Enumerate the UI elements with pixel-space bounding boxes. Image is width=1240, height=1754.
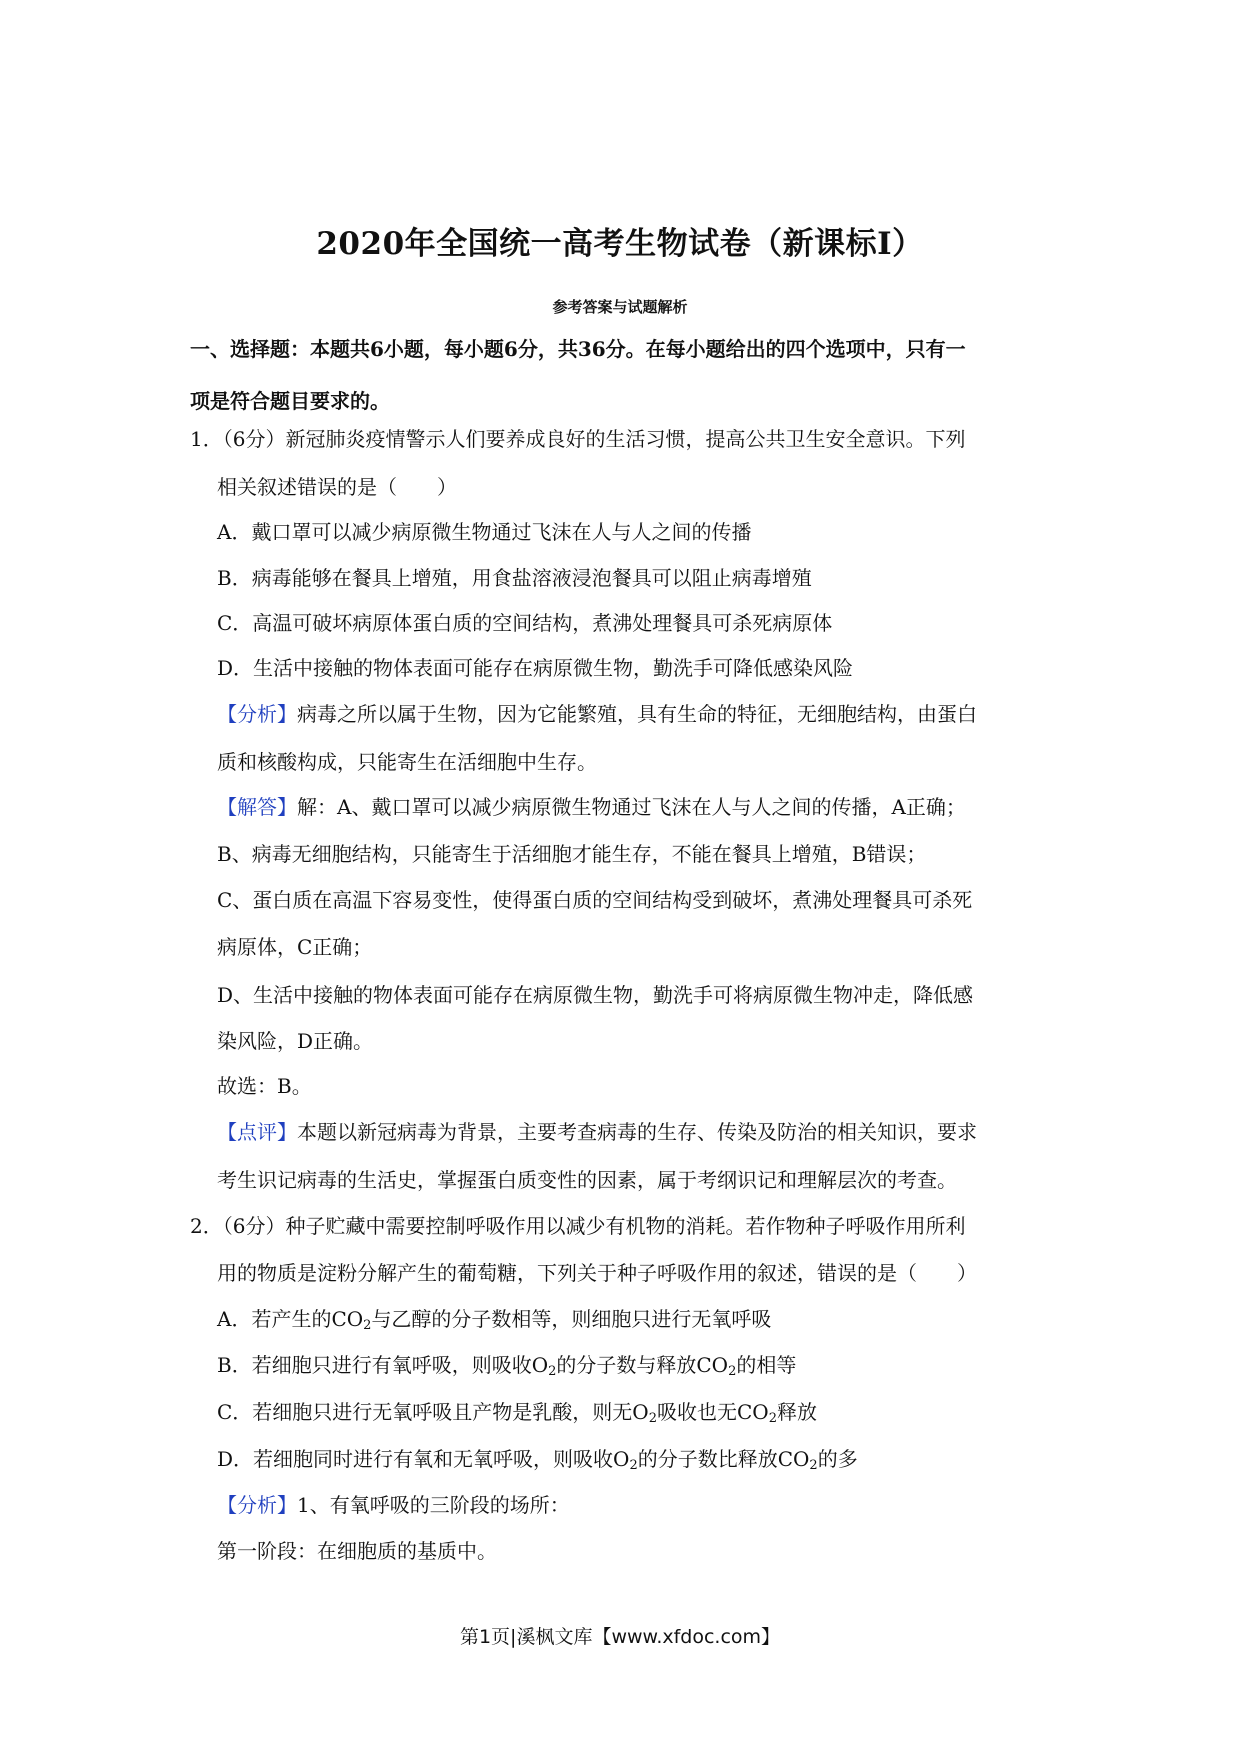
subscript: 2 [728, 1364, 737, 1379]
section-heading-line-2: 项是符合题目要求的。 [190, 389, 390, 413]
analysis-tag: 【分析】 [217, 1493, 297, 1517]
answer-text: 解：A、戴口罩可以减少病原微生物通过飞沫在人与人之间的传播，A正确； [297, 795, 966, 819]
q1-comment-line-2: 考生识记病毒的生活史，掌握蛋白质变性的因素，属于考纲识记和理解层次的考查。 [217, 1168, 957, 1192]
q1-answer-line-4: 病原体，C正确； [217, 935, 373, 959]
q1-analysis-line-1 [217, 699, 977, 729]
q1-answer-line-2: B、病毒无细胞结构，只能寄生于活细胞才能生存，不能在餐具上增殖，B错误； [217, 842, 927, 866]
q2-option-c [217, 1397, 817, 1427]
q1-answer-line-3: C、蛋白质在高温下容易变性，使得蛋白质的空间结构受到破坏，煮沸处理餐具可杀死 [217, 888, 973, 912]
q2-option-d-part-1: D．若细胞同时进行有氧和无氧呼吸，则吸收O [217, 1447, 630, 1471]
q1-comment-line-1 [217, 1117, 977, 1147]
page-title: 2020年全国统一高考生物试卷（新课标Ⅰ） [316, 226, 924, 262]
q2-stem-line-2: 用的物质是淀粉分解产生的葡萄糖，下列关于种子呼吸作用的叙述，错误的是（ ） [217, 1261, 977, 1285]
q1-choice: 故选：B。 [217, 1074, 312, 1098]
page-footer: 第1页|溪枫文库【www.xfdoc.com】 [459, 1626, 781, 1648]
subscript: 2 [363, 1318, 372, 1333]
q2-option-c-part-2: 吸收也无CO [656, 1400, 769, 1424]
q2-option-c-part-3: 释放 [776, 1400, 817, 1424]
q1-answer-line-5: D、生活中接触的物体表面可能存在病原微生物，勤洗手可将病原微生物冲走，降低感 [217, 983, 974, 1007]
q2-option-a [217, 1304, 771, 1334]
analysis-tag: 【分析】 [217, 702, 297, 726]
subscript: 2 [548, 1364, 557, 1379]
analysis-text: 病毒之所以属于生物，因为它能繁殖，具有生命的特征，无细胞结构，由蛋白 [297, 702, 977, 726]
q2-option-b-part-3: 的相等 [736, 1353, 797, 1377]
q1-option-c: C．高温可破坏病原体蛋白质的空间结构，煮沸处理餐具可杀死病原体 [217, 611, 833, 635]
q2-option-c-part-1: C．若细胞只进行无氧呼吸且产物是乳酸，则无O [217, 1400, 649, 1424]
q2-option-b [217, 1350, 796, 1380]
q2-option-d-part-3: 的多 [817, 1447, 858, 1471]
comment-tag: 【点评】 [217, 1120, 297, 1144]
q2-stem-line-1: 2．（6分）种子贮藏中需要控制呼吸作用以减少有机物的消耗。若作物种子呼吸作用所利 [190, 1214, 966, 1238]
comment-text: 本题以新冠病毒为背景，主要考查病毒的生存、传染及防治的相关知识，要求 [297, 1120, 977, 1144]
q2-analysis-line-2: 第一阶段：在细胞质的基质中。 [217, 1539, 497, 1563]
q2-option-a-part-2: 与乙醇的分子数相等，则细胞只进行无氧呼吸 [371, 1307, 772, 1331]
section-heading-line-1: 一、选择题：本题共6小题，每小题6分，共36分。在每小题给出的四个选项中，只有一 [190, 337, 966, 361]
subscript: 2 [629, 1458, 638, 1473]
q2-option-b-part-1: B．若细胞只进行有氧呼吸，则吸收O [217, 1353, 549, 1377]
q2-option-d [217, 1444, 858, 1474]
q1-answer-line-6: 染风险，D正确。 [217, 1029, 374, 1053]
subscript: 2 [809, 1458, 818, 1473]
q2-option-a-part-1: A．若产生的CO [217, 1307, 364, 1331]
q1-option-d: D．生活中接触的物体表面可能存在病原微生物，勤洗手可降低感染风险 [217, 656, 854, 680]
q1-stem-line-1: 1．（6分）新冠肺炎疫情警示人们要养成良好的生活习惯，提高公共卫生安全意识。下列 [190, 427, 966, 451]
q1-analysis-line-2: 质和核酸构成，只能寄生在活细胞中生存。 [217, 750, 597, 774]
q1-option-a: A．戴口罩可以减少病原微生物通过飞沫在人与人之间的传播 [217, 520, 752, 544]
subscript: 2 [648, 1411, 657, 1426]
answer-tag: 【解答】 [217, 795, 297, 819]
page-subtitle: 参考答案与试题解析 [552, 298, 688, 316]
q1-answer-line-1 [217, 792, 966, 822]
analysis-text: 1、有氧呼吸的三阶段的场所： [297, 1493, 570, 1517]
q2-option-d-part-2: 的分子数比释放CO [637, 1447, 810, 1471]
q1-option-b: B．病毒能够在餐具上增殖，用食盐溶液浸泡餐具可以阻止病毒增殖 [217, 566, 812, 590]
q2-analysis-line-1 [217, 1490, 570, 1520]
subscript: 2 [768, 1411, 777, 1426]
q1-stem-line-2: 相关叙述错误的是（ ） [217, 475, 457, 499]
q2-option-b-part-2: 的分子数与释放CO [556, 1353, 729, 1377]
